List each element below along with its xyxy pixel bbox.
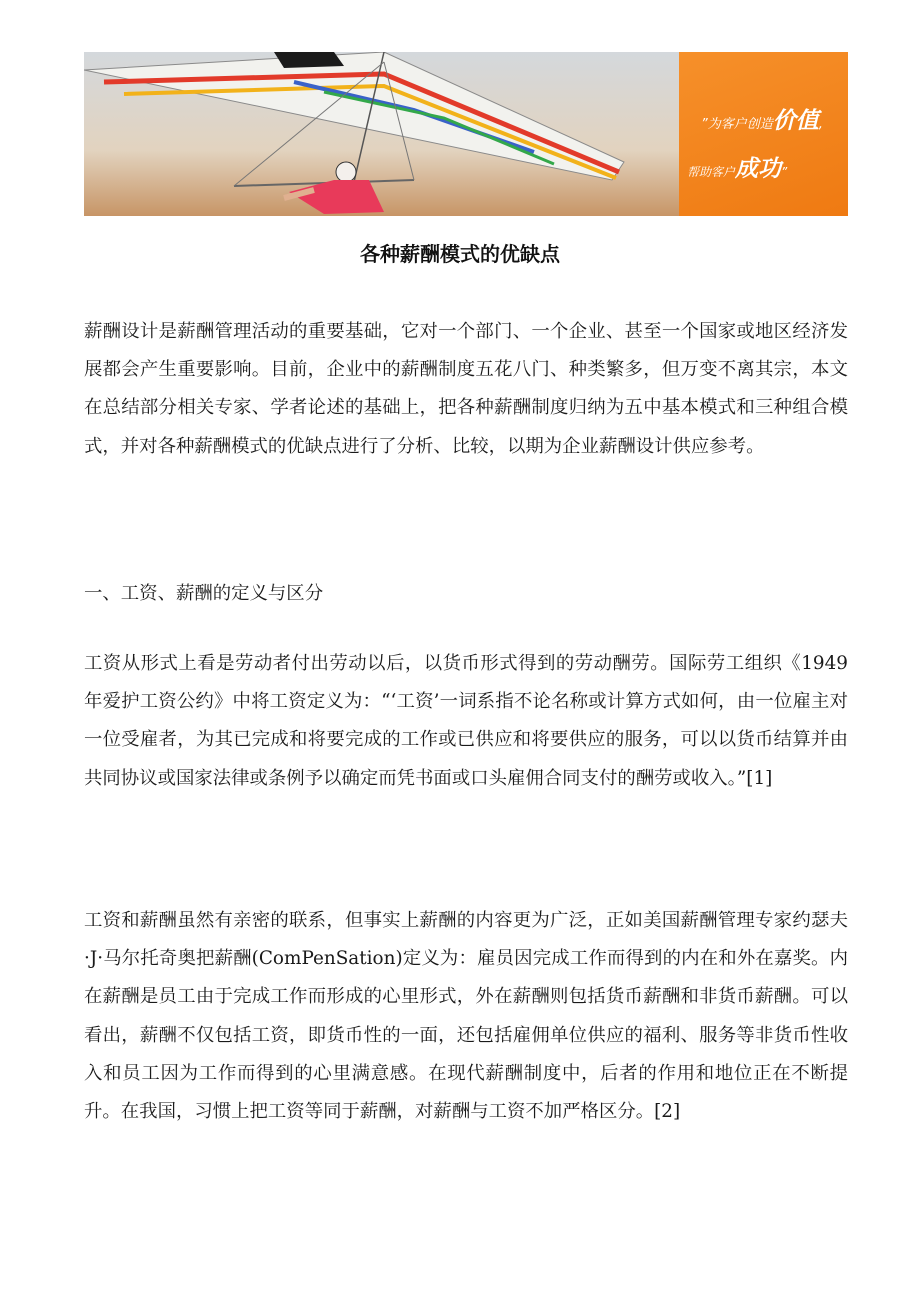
document-title: 各种薪酬模式的优缺点 bbox=[360, 242, 560, 266]
header-banner bbox=[84, 52, 848, 216]
wage-definition-paragraph: 工资从形式上看是劳动者付出劳动以后，以货币形式得到的劳动酬劳。国际劳工组织《1949年爱护工资公约》中将工资定义为：“‘工资’一词系指不论名称或计算方式如何，由一位雇主对一位受雇者，为其已完成和将要完成的工作或已供应和将要供应的服务，可以以货币结算并由共同协议或国家法律或条例予以确定而凭书面或口头雇佣合同支付的酬劳或收入。”[1] bbox=[84, 653, 848, 789]
hang-glider-illustration bbox=[84, 52, 679, 216]
intro-paragraph: 薪酬设计是薪酬管理活动的重要基础，它对一个部门、一个企业、甚至一个国家或地区经济发展都会产生重要影响。目前，企业中的薪酬制度五花八门、种类繁多，但万变不离其宗，本文在总结部分相关专家、学者论述的基础上，把各种薪酬制度归纳为五中基本模式和三种组合模式，并对各种薪酬模式的优缺点进行了分析、比较，以期为企业薪酬设计供应参考。 bbox=[84, 321, 848, 457]
slogan-panel bbox=[679, 52, 848, 216]
slogan-line-1: ”为客户创造价值, bbox=[701, 108, 823, 134]
slogan-line-2: 帮助客户成功” bbox=[687, 156, 788, 182]
compensation-definition-paragraph: 工资和薪酬虽然有亲密的联系，但事实上薪酬的内容更为广泛，正如美国薪酬管理专家约瑟夫·J·马尔托奇奥把薪酬(ComPenSation)定义为：雇员因完成工作而得到的内在和外在嘉奖。内在薪酬是员工由于完成工作而形成的心里形式，外在薪酬则包括货币薪酬和非货币薪酬。可以看出，薪酬不仅包括工资，即货币性的一面，还包括雇佣单位供应的福利、服务等非货币性收入和员工因为工作而得到的心里满意感。在现代薪酬制度中，后者的作用和地位正在不断提升。在我国，习惯上把工资等同于薪酬，对薪酬与工资不加严格区分。[2] bbox=[84, 910, 848, 1123]
hang-glider-photo bbox=[84, 52, 679, 216]
section-heading: 一、工资、薪酬的定义与区分 bbox=[84, 583, 324, 604]
